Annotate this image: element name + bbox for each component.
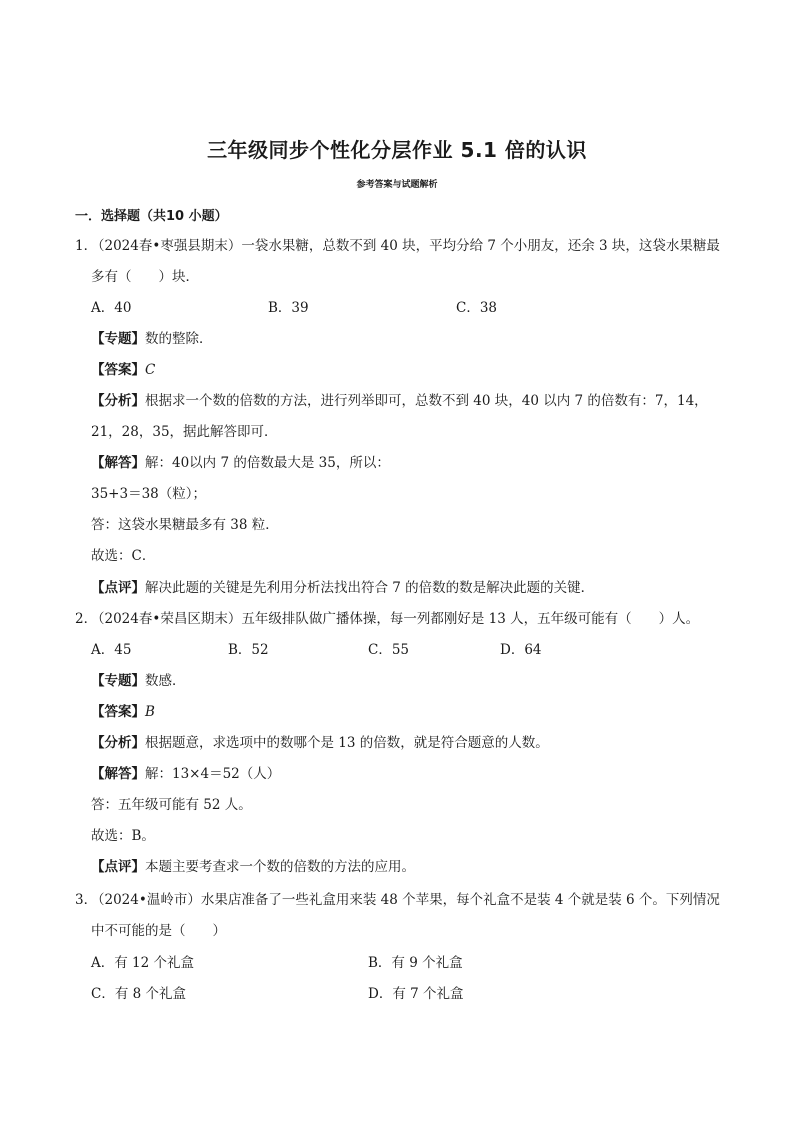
- analysis-tag: 【分析】: [91, 393, 145, 409]
- analysis-text-cont: 21，28，35，据此解答即可．: [91, 424, 278, 440]
- choice-line: 故选：B。: [91, 828, 155, 844]
- comment-line: [91, 857, 415, 877]
- question-stem-line: （2024•温岭市）水果店准备了一些礼盒用来装 48 个苹果，每个礼盒不是装 4 个就是装 6 个。下列情况: [91, 892, 720, 908]
- topic-text: 数的整除．: [145, 331, 213, 347]
- analysis-line: [91, 733, 549, 753]
- option-d: D．64: [500, 642, 542, 658]
- answer-tag: 【答案】: [91, 362, 145, 378]
- topic-line: [91, 329, 213, 349]
- comment-tag: 【点评】: [91, 859, 145, 875]
- solution-answer: 答：这袋水果糖最多有 38 粒．: [91, 517, 279, 533]
- solution-tag: 【解答】: [91, 455, 145, 471]
- solution-step: 35+3＝38（粒）；: [91, 486, 207, 502]
- option-b: B．52: [228, 642, 269, 658]
- comment-text: 本题主要考查求一个数的倍数的方法的应用。: [145, 859, 415, 875]
- solution-text: 解：40以内 7 的倍数最大是 35，所以：: [145, 455, 390, 471]
- option-b: B．39: [268, 300, 309, 316]
- solution-line: [91, 764, 280, 784]
- solution-text: 解：13×4＝52（人）: [145, 766, 281, 782]
- topic-tag: 【专题】: [91, 673, 145, 689]
- solution-answer: 答：五年级可能有 52 人。: [91, 797, 252, 813]
- option-c: C．55: [368, 642, 410, 658]
- option-c: C．38: [456, 300, 498, 316]
- option-b: B．有 9 个礼盒: [368, 955, 463, 971]
- solution-line: [91, 453, 390, 473]
- topic-text: 数感．: [145, 673, 186, 689]
- option-c: C．有 8 个礼盒: [91, 986, 187, 1002]
- question-stem-line: 多有（ ）块．: [91, 269, 199, 285]
- analysis-line: [91, 391, 708, 411]
- analysis-tag: 【分析】: [91, 735, 145, 751]
- comment-text: 解决此题的关键是先利用分析法找出符合 7 的倍数的数是解决此题的关键．: [145, 580, 595, 596]
- answer-text: B: [145, 704, 155, 720]
- question-stem-line: 中不可能的是（ ）: [91, 923, 226, 939]
- option-a: A．有 12 个礼盒: [91, 955, 195, 971]
- question-stem-line: （2024春•枣强县期末）一袋水果糖，总数不到 40 块，平均分给 7 个小朋友，还余 3 块，这袋水果糖最: [91, 238, 720, 254]
- analysis-text: 根据题意，求选项中的数哪个是 13 的倍数，就是符合题意的人数。: [145, 735, 549, 751]
- solution-tag: 【解答】: [91, 766, 145, 782]
- answer-tag: 【答案】: [91, 704, 145, 720]
- section-heading: 一．选择题（共10 小题）: [75, 209, 228, 224]
- answer-text: C: [145, 362, 156, 378]
- option-a: A．40: [91, 300, 132, 316]
- answer-line: [91, 702, 155, 722]
- comment-line: [91, 578, 594, 598]
- page-subtitle: 参考答案与试题解析: [356, 180, 438, 190]
- comment-tag: 【点评】: [91, 580, 145, 596]
- page-title: 三年级同步个性化分层作业 5.1 倍的认识: [207, 138, 587, 162]
- question-number: 3．: [75, 892, 98, 908]
- question-number: 1．: [75, 238, 98, 254]
- topic-line: [91, 671, 186, 691]
- question-stem-line: （2024春•荣昌区期末）五年级排队做广播体操，每一列都刚好是 13 人，五年级可能有（ ）人。: [91, 611, 700, 627]
- question-number: 2．: [75, 611, 98, 627]
- choice-line: 故选：C．: [91, 548, 156, 564]
- answer-line: [91, 360, 155, 380]
- option-d: D．有 7 个礼盒: [368, 986, 464, 1002]
- topic-tag: 【专题】: [91, 331, 145, 347]
- option-a: A．45: [91, 642, 132, 658]
- analysis-text: 根据求一个数的倍数的方法，进行列举即可，总数不到 40 块，40 以内 7 的倍数有：7，14，: [145, 393, 708, 409]
